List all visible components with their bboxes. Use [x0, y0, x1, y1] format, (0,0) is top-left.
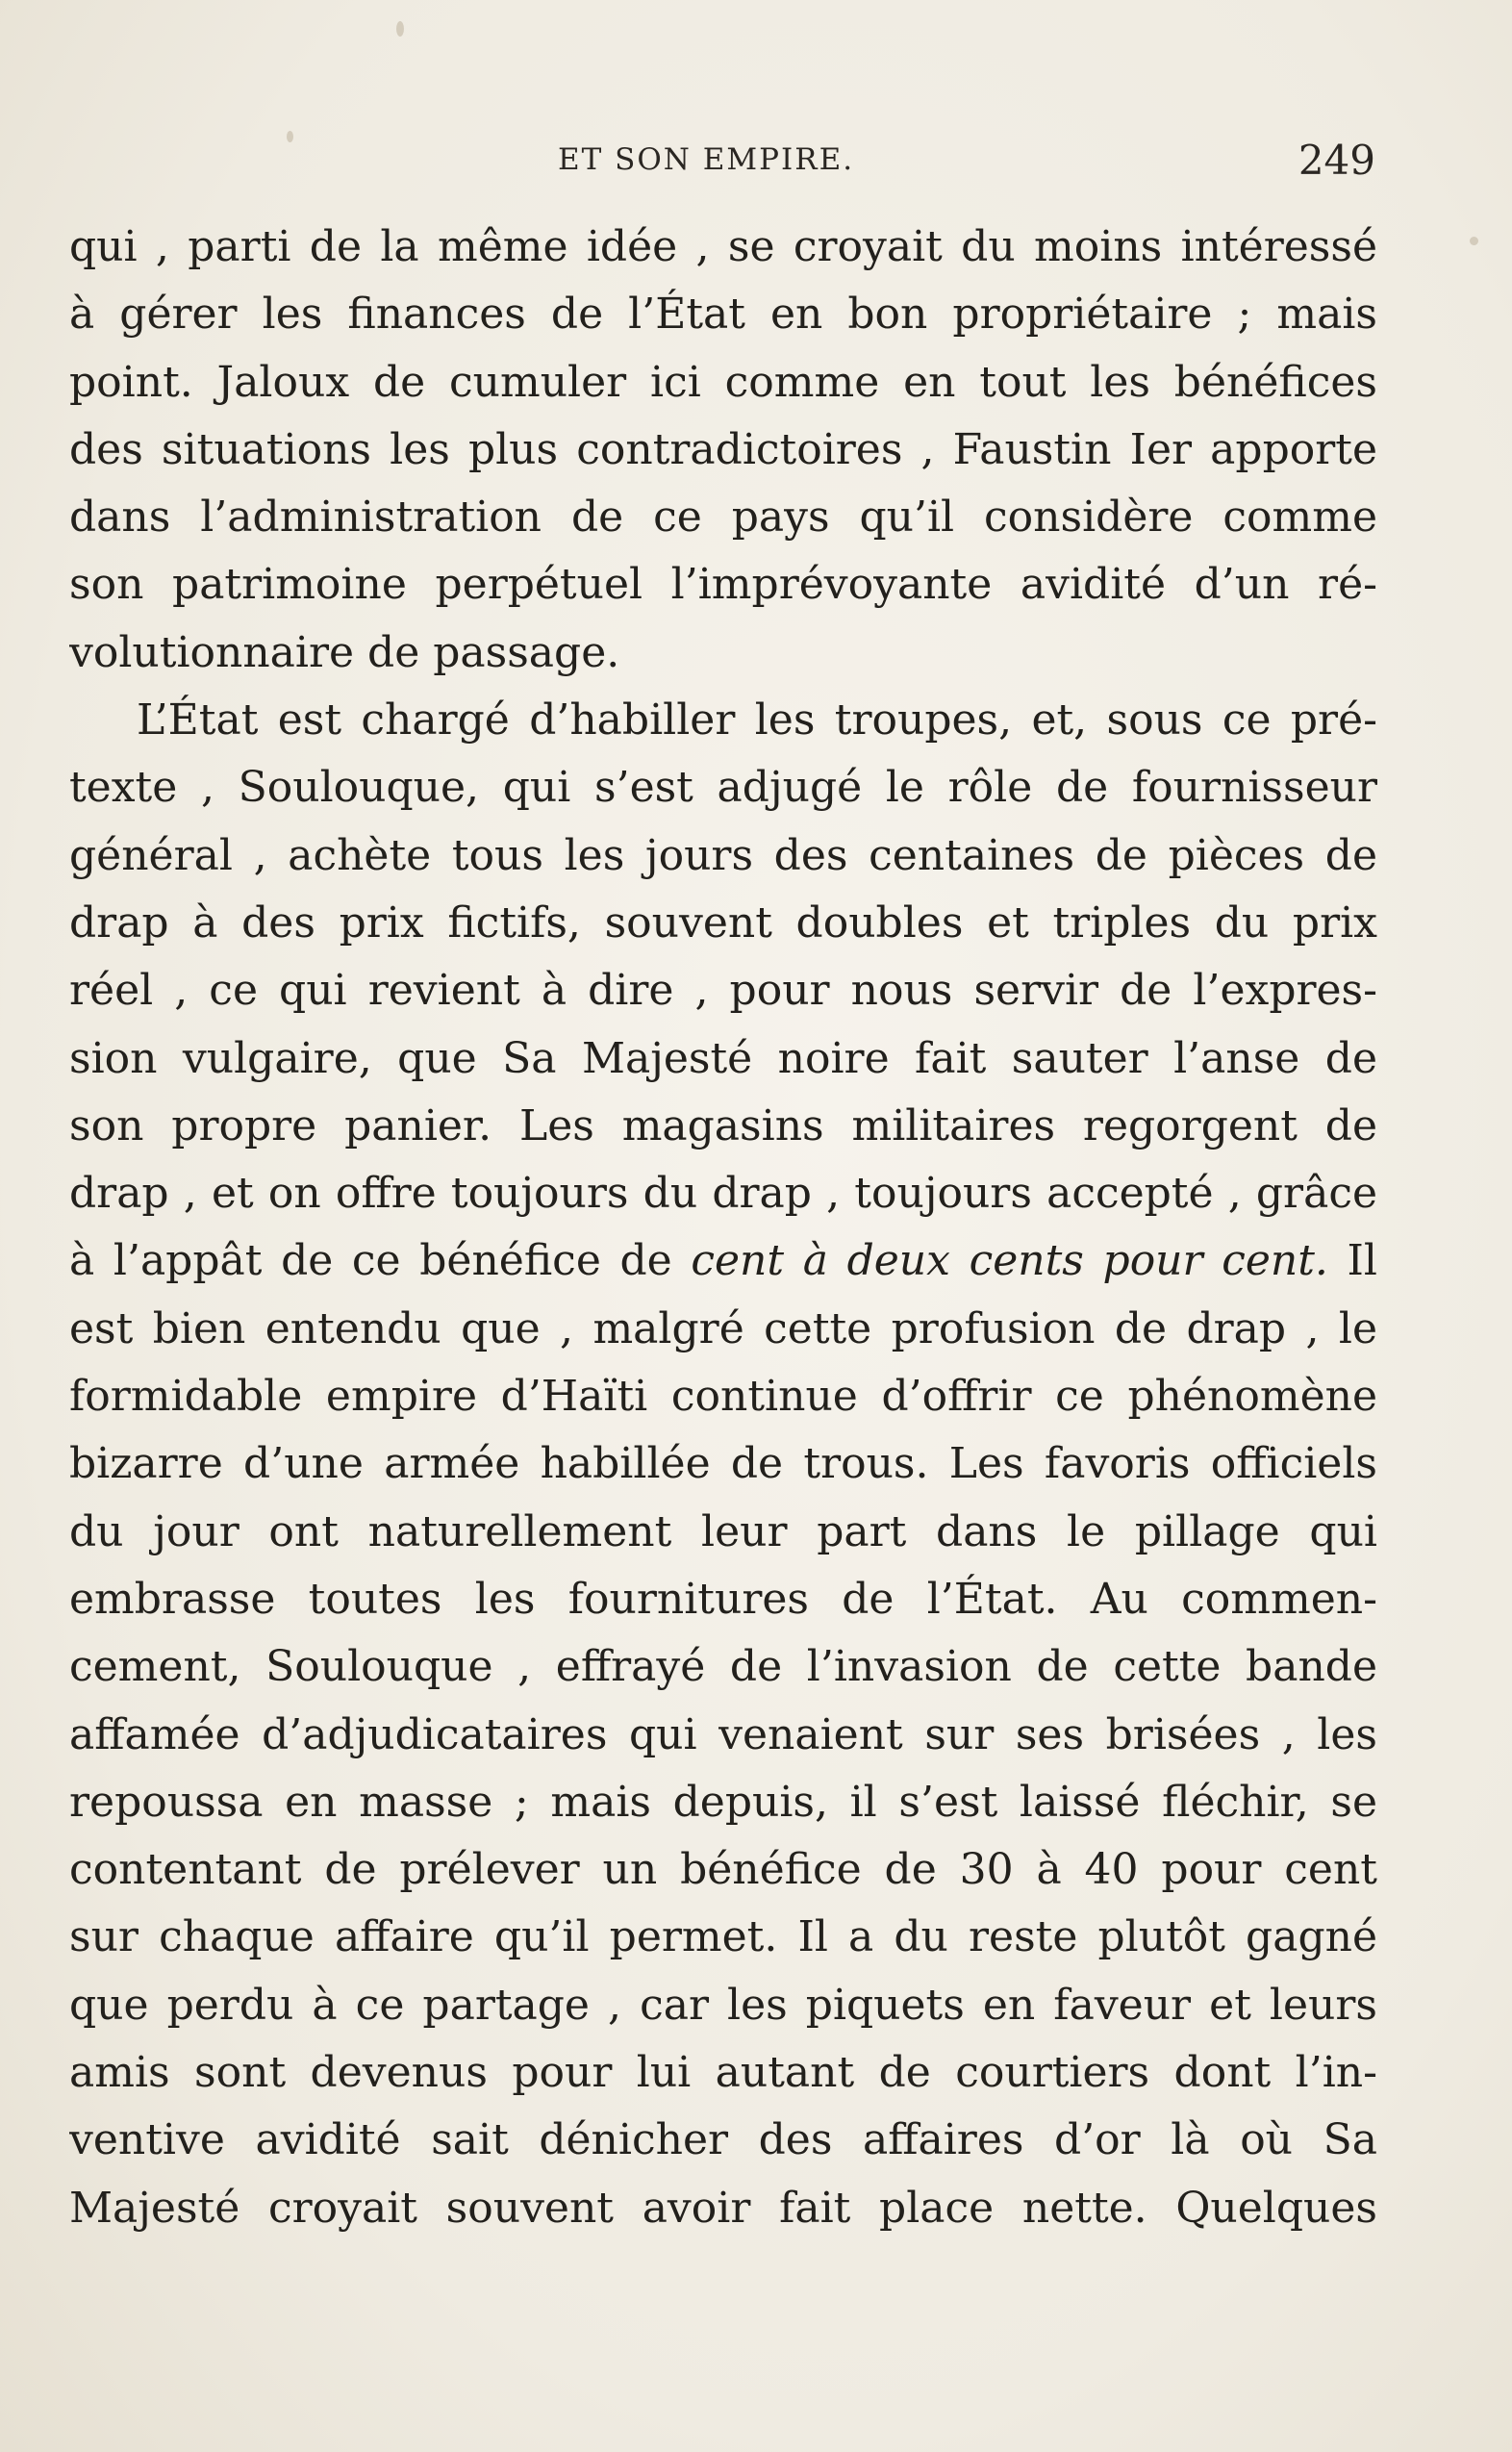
text-line: bizarre d’une armée habillée de trous. Les favoris officiels	[69, 1439, 1377, 1489]
text-line: dans l’administration de ce pays qu’il considère comme	[69, 493, 1377, 543]
text-line: L’État est chargé d’habiller les troupes, et, sous ce pré-	[137, 695, 1377, 746]
text-line: général , achète tous les jours des centaines de pièces de	[69, 830, 1377, 880]
text-line: embrasse toutes les fournitures de l’État. Au commen-	[69, 1574, 1377, 1624]
paper-speck	[287, 131, 293, 142]
text-line: réel , ce qui revient à dire , pour nous servir de l’expres-	[69, 966, 1377, 1016]
text-line: contentant de prélever un bénéfice de 30 à 40 pour cent	[69, 1845, 1377, 1895]
text-line: point. Jaloux de cumuler ici comme en tout les bénéfices	[69, 357, 1377, 407]
text-line: est bien entendu que , malgré cette profusion de drap , le	[69, 1303, 1377, 1353]
text-fragment: à l’appât de ce bénéfice de	[69, 1236, 692, 1286]
page-number: 249	[1298, 137, 1375, 184]
text-line: cement, Soulouque , effrayé de l’invasion de cette bande	[69, 1642, 1377, 1692]
text-line: des situations les plus contradictoires , Faustin Ier apporte	[69, 424, 1377, 474]
text-line: formidable empire d’Haïti continue d’offrir ce phénomène	[69, 1372, 1377, 1422]
text-line: sion vulgaire, que Sa Majesté noire fait sauter l’anse de	[69, 1033, 1377, 1083]
text-line: drap , et on offre toujours du drap , toujours accepté , grâce	[69, 1169, 1377, 1219]
text-line: qui , parti de la même idée , se croyait du moins intéressé	[69, 222, 1377, 271]
body-text	[69, 214, 1377, 2242]
text-line: volutionnaire de passage.	[69, 627, 620, 677]
text-line: que perdu à ce partage , car les piquets en faveur et leurs	[69, 1980, 1377, 2030]
text-line: sur chaque affaire qu’il permet. Il a du reste plutôt gagné	[69, 1912, 1377, 1962]
paper-speck	[1470, 237, 1478, 245]
paper-speck	[396, 21, 404, 37]
text-line: amis sont devenus pour lui autant de courtiers dont l’in-	[69, 2048, 1377, 2098]
text-fragment: Il	[1327, 1236, 1377, 1286]
text-line: affamée d’adjudicataires qui venaient sur ses brisées , les	[69, 1709, 1377, 1759]
text-line: ventive avidité sait dénicher des affaires d’or là où Sa	[69, 2115, 1377, 2165]
text-line: son patrimoine perpétuel l’imprévoyante avidité d’un ré-	[69, 560, 1377, 610]
running-title: ET SON EMPIRE.	[558, 142, 855, 177]
text-line-with-italic	[69, 1227, 1377, 1295]
text-line: son propre panier. Les magasins militaires regorgent de	[69, 1100, 1377, 1150]
text-line: du jour ont naturellement leur part dans le pillage qui	[69, 1506, 1377, 1556]
text-line: repoussa en masse ; mais depuis, il s’est laissé fléchir, se	[69, 1777, 1377, 1827]
text-line: drap à des prix fictifs, souvent doubles et triples du prix	[69, 897, 1377, 948]
page-header	[67, 137, 1375, 190]
text-line: texte , Soulouque, qui s’est adjugé le rôle de fournisseur	[69, 763, 1377, 813]
text-line: Majesté croyait souvent avoir fait place nette. Quelques	[69, 2183, 1377, 2233]
italic-phrase: cent à deux cents pour cent.	[691, 1236, 1328, 1286]
text-line: à gérer les finances de l’État en bon propriétaire ; mais	[69, 290, 1377, 340]
